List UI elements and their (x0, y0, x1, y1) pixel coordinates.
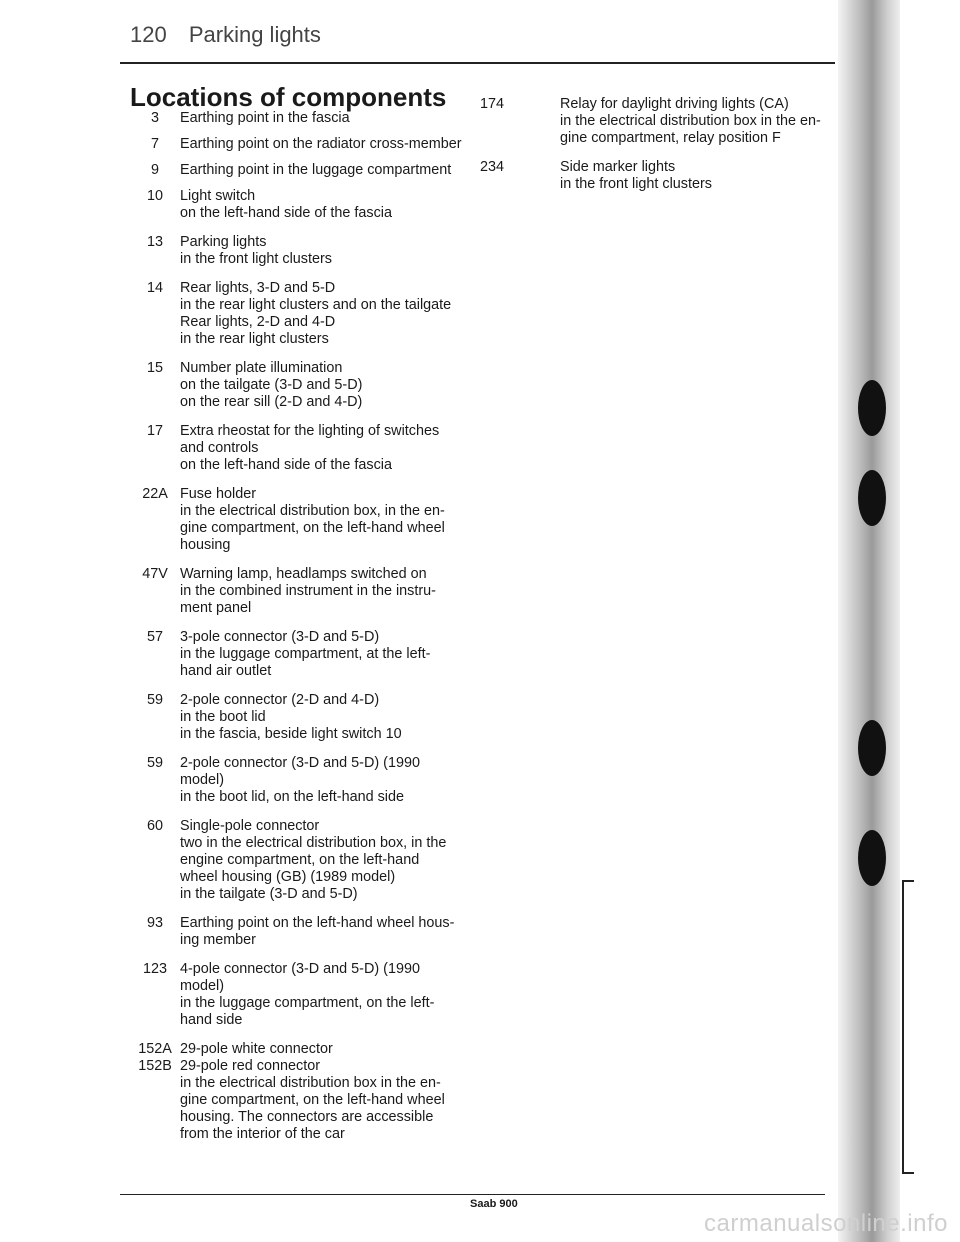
description-line: 2-pole connector (2-D and 4-D) (180, 692, 380, 708)
description-line: engine compartment, on the left-hand (180, 852, 420, 868)
component-description (180, 566, 490, 617)
margin-bracket (902, 880, 914, 1174)
description-line: Extra rheostat for the lighting of switches (180, 423, 440, 439)
component-code: 59 (146, 755, 163, 771)
description-line: in the rear light clusters (180, 331, 329, 347)
component-entry (130, 280, 490, 348)
component-code: 47V (142, 566, 168, 582)
component-entry (130, 961, 490, 1029)
binder-hole (858, 830, 886, 886)
component-code: 93 (146, 915, 163, 931)
description-line: ment panel (180, 600, 252, 616)
component-description (180, 629, 490, 680)
description-line: 29-pole red connector (180, 1058, 320, 1074)
component-description (560, 96, 836, 147)
description-line: in the front light clusters (560, 176, 712, 192)
component-entry (130, 915, 490, 949)
description-line: model) (180, 772, 224, 788)
component-description (180, 234, 490, 268)
description-line: in the luggage compartment, at the left- (180, 646, 431, 662)
component-code: 22A (142, 486, 168, 502)
description-line: Rear lights, 2-D and 4-D (180, 314, 336, 330)
description-line: Fuse holder (180, 486, 256, 502)
component-entry (130, 1058, 490, 1143)
component-code: 152A (138, 1041, 172, 1057)
description-line: in the rear light clusters and on the tailgate (180, 297, 452, 313)
description-line: ing member (180, 932, 256, 948)
description-line: in the electrical distribution box, in the en- (180, 503, 445, 519)
component-description (180, 188, 490, 222)
left-component-list (130, 110, 490, 1143)
component-entry (130, 188, 490, 222)
component-code: 14 (146, 280, 163, 296)
description-line: Rear lights, 3-D and 5-D (180, 280, 336, 296)
description-line: Number plate illumination (180, 360, 343, 376)
component-entry (130, 1041, 490, 1058)
component-description (180, 915, 490, 949)
component-entry (476, 96, 836, 147)
component-entry (130, 234, 490, 268)
page-binding-edge (838, 0, 900, 1242)
description-line: 3-pole connector (3-D and 5-D) (180, 629, 380, 645)
component-entry (476, 159, 836, 193)
description-line: Earthing point on the radiator cross-member (180, 136, 462, 152)
description-line: model) (180, 978, 224, 994)
description-line: in the luggage compartment, on the left- (180, 995, 435, 1011)
description-line: gine compartment, on the left-hand wheel (180, 520, 445, 536)
description-line: in the combined instrument in the instru- (180, 583, 436, 599)
description-line: gine compartment, relay position F (560, 130, 781, 146)
binder-hole (858, 470, 886, 526)
component-code: 13 (146, 234, 163, 250)
component-description (180, 961, 490, 1029)
component-description (180, 1058, 490, 1143)
component-description (180, 818, 490, 903)
binder-hole (858, 380, 886, 436)
binder-hole (858, 720, 886, 776)
component-code: 174 (480, 96, 505, 112)
component-description (180, 486, 490, 554)
description-line: in the electrical distribution box in the en- (180, 1075, 441, 1091)
description-line: Side marker lights (560, 159, 676, 175)
description-line: Earthing point in the luggage compartment (180, 162, 452, 178)
page-header (130, 22, 321, 48)
description-line: in the front light clusters (180, 251, 332, 267)
description-line: in the boot lid (180, 709, 266, 725)
description-line: on the left-hand side of the fascia (180, 457, 393, 473)
component-description (180, 110, 490, 127)
page-title: Locations of components (130, 82, 447, 112)
component-code: 17 (146, 423, 163, 439)
component-entry (130, 423, 490, 474)
component-entry (130, 162, 490, 179)
component-entry (130, 818, 490, 903)
description-line: on the tailgate (3-D and 5-D) (180, 377, 363, 393)
component-entry (130, 692, 490, 743)
header-divider (120, 62, 835, 64)
description-line: in the fascia, beside light switch 10 (180, 726, 402, 742)
description-line: hand side (180, 1012, 243, 1028)
component-entry (130, 629, 490, 680)
component-code: 234 (480, 159, 505, 175)
description-line: Earthing point in the fascia (180, 110, 350, 126)
description-line: 4-pole connector (3-D and 5-D) (1990 (180, 961, 420, 977)
component-code: 60 (146, 818, 163, 834)
description-line: Single-pole connector (180, 818, 320, 834)
section-name: Parking lights (188, 22, 321, 47)
description-line: in the electrical distribution box in the en- (560, 113, 821, 129)
description-line: Light switch (180, 188, 256, 204)
description-line: from the interior of the car (180, 1126, 345, 1142)
component-description (560, 159, 836, 193)
component-entry (130, 755, 490, 806)
component-description (180, 136, 490, 153)
component-entry (130, 360, 490, 411)
right-component-list (476, 96, 836, 193)
component-entry (130, 136, 490, 153)
description-line: wheel housing (GB) (1989 model) (180, 869, 396, 885)
footer-text: Saab 900 (470, 1198, 518, 1210)
component-description (180, 692, 490, 743)
component-code: 59 (146, 692, 163, 708)
component-description (180, 1041, 490, 1058)
component-description (180, 755, 490, 806)
component-entry (130, 486, 490, 554)
component-code: 15 (146, 360, 163, 376)
component-entry (130, 110, 490, 127)
description-line: Relay for daylight driving lights (CA) (560, 96, 789, 112)
description-line: gine compartment, on the left-hand wheel (180, 1092, 445, 1108)
component-code: 3 (150, 110, 159, 126)
page-number: 120 (130, 22, 167, 47)
description-line: hand air outlet (180, 663, 272, 679)
component-description (180, 162, 490, 179)
description-line: two in the electrical distribution box, in the (180, 835, 447, 851)
component-code: 7 (150, 136, 159, 152)
component-description (180, 280, 490, 348)
description-line: on the rear sill (2-D and 4-D) (180, 394, 363, 410)
description-line: on the left-hand side of the fascia (180, 205, 393, 221)
component-code: 152B (138, 1058, 172, 1074)
description-line: Earthing point on the left-hand wheel hous- (180, 915, 455, 931)
description-line: and controls (180, 440, 259, 456)
description-line: housing. The connectors are accessible (180, 1109, 434, 1125)
component-code: 123 (142, 961, 167, 977)
component-description (180, 423, 490, 474)
component-description (180, 360, 490, 411)
description-line: 29-pole white connector (180, 1041, 333, 1057)
component-code: 9 (150, 162, 159, 178)
component-code: 57 (146, 629, 163, 645)
description-line: Parking lights (180, 234, 267, 250)
description-line: in the tailgate (3-D and 5-D) (180, 886, 358, 902)
description-line: in the boot lid, on the left-hand side (180, 789, 405, 805)
description-line: housing (180, 537, 231, 553)
description-line: Warning lamp, headlamps switched on (180, 566, 427, 582)
component-entry (130, 566, 490, 617)
watermark: carmanualsonline.info (704, 1210, 948, 1237)
component-code: 10 (146, 188, 163, 204)
description-line: 2-pole connector (3-D and 5-D) (1990 (180, 755, 420, 771)
footer-divider (120, 1194, 825, 1195)
